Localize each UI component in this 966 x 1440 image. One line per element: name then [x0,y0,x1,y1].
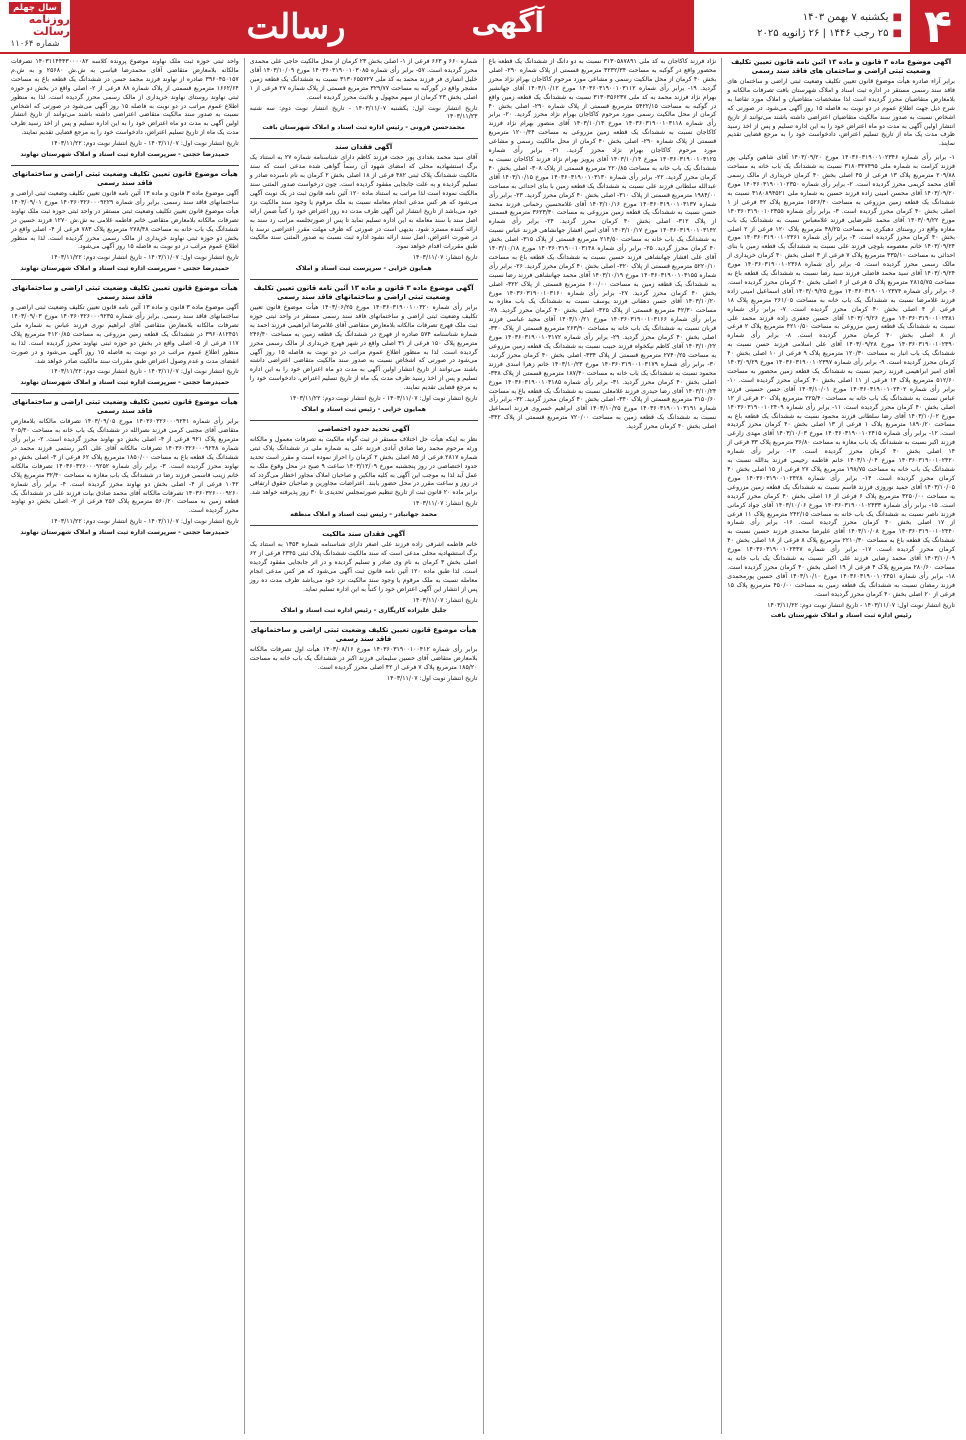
divider [11,279,239,280]
notice [11,58,239,160]
notice-signature: محمد جهانبادر - رئیس ثبت اسناد و املاک منطقه [290,511,438,519]
section-bar [71,0,694,52]
notice-signature: حمیدرضا حجتی - سرپرست اداره ثبت اسناد و املاک شهرستان نهاوند [20,151,230,159]
column-4 [6,58,244,1434]
notice-signature: همایون خزایی - رئیس ثبت اسناد و املاک [301,406,426,413]
notice-body: برابر آراء صادره هیأت موضوع قانون تعیین تکلیف وضعیت ثبتی اراضی و ساختمان های فاقد سند رسمی مستقر در اداره ثبت اسناد و املاک شهرستان بافت تصرفات مالکانه و بلامعارض متقاضیان محرز گردیده است لذا مشخصات متقاضیان و املاک مورد تقاضا به شرح ذیل جهت اطلاع عموم در دو نوبت به فاصله ۱۵ روز آگهی می‌شود. در صورتی که اشخاص نسبت به صدور سند مالکیت متقاضیان اعتراضی داشته باشند می‌توانند از تاریخ انتشار اولین آگهی به مدت دو ماه اعتراض خود را به این اداره تسلیم و پس از اخذ رسید ظرف مدت یک ماه از تاریخ تسلیم اعتراض، دادخواست خود را به مرجع قضایی تقدیم نمایند. [727,78,955,148]
notice-dates: تاریخ انتشار نوبت اول: ۱۴۰۳/۱۱/۰۷ - تاریخ انتشار نوبت دوم: ۱۴۰۳/۱۱/۲۲ [50,368,239,376]
notice-title: هیأت موضوع قانون تعیین تکلیف وضعیت ثبتی اراضی و ساختمانهای فاقد سند رسمی [12,169,238,187]
notice-signature: جلیل علیزاده کاریگاری - رئیس اداره ثبت اسناد و املاک [280,607,447,615]
notice-title: آگهی موضوع ماده ۳ قانون و ماده ۱۳ آئین نامه قانون تعیین تکلیف وضعیت ثبتی اراضی و ساختمانهای فاقد سند رسمی [253,284,474,302]
column-1 [721,58,960,1434]
date-box [694,0,910,52]
notice [250,284,478,415]
notice-dates: تاریخ انتشار نوبت اول: ۱۴۰۳/۱۱/۰۷ [386,675,478,683]
notice-signature: حمیدرضا حجتی - سرپرست اداره ثبت اسناد و املاک شهرستان نهاوند [20,265,230,273]
notice [250,626,478,684]
logo-mark [211,2,381,50]
column-3 [244,58,483,1434]
notice-title: آگهی تحدید حدود اختصاصی [317,424,410,433]
edition-box [0,0,71,52]
newspaper-logo [211,2,381,50]
notice-body: واحد ثبتی حوزه ثبت ملک نهاوند موضوع پرونده کلاسه ۱۴۰۳۱۱۴۴۴۳۰۰۰۰۸۲ تصرفات مالکانه بلامعارض متقاضی آقای محمدرضا قیاسی به ش.ش ۲۵۶۸۰ و به ش.م ۳۹۶۰۴۵۰۱۵۷ صادره از نهاوند فرزند محمد حسن در ششدانگ یک قطعه باغ به مساحت ۱۶۶۲/۶۴ مترمربع قسمتی از پلاک شماره ۸۸ فرعی از ۲- اصلی واقع در بخش دو حوزه ثبتی نهاوند روستای نهاوند خریداری از مالک رسمی محرز گردیده است. لذا به منظور اطلاع عموم مراتب در دو نوبت به فاصله ۱۵ روز آگهی می‌شود در صورتی که اشخاص نسبت به صدور سند مالکیت متقاضی اعتراضی داشته باشند می‌توانند از تاریخ انتشار اولین آگهی به مدت دو ماه اعتراض خود را به این اداره تسلیم و پس از اخذ رسید ظرف مدت یک ماه از تاریخ تسلیم اعتراض، دادخواست خود را به مرجع قضایی تقدیم نمایند. [11,58,239,137]
notice-dates: تاریخ انتشار: ۱۴۰۳/۱۱/۰۷ [412,596,478,604]
notice-body: نژاد فرزند کاکاجان به کد ملی ۳۱۳۰۵۸۷۸۹۱ نسبت به دو دانگ از ششدانگ یک قطعه باغ محصور واقع در گوکبه به مساحت ۳۲۳۲/۳۴ مترمربع قسمتی از پلاک شماره ۲۹۰- اصلی بخش ۴۰ کرمان از محل مالکیت رسمی و مشاعی مورد مرحوم کاکاجان بهرام نژاد محرز گردید. ۱۹- برابر رأی شماره ۱۴۰۳۶۰۳۱۹۰۰۱۰۳۱۱۲ مورخ ۱۴۰۳/۱۰/۱۲ آقای جهانشیر بهرام نژاد فرزند محمد به کد ملی ۳۱۳۰۳۵۶۲۳۷ نسبت به ششدانگ یک قطعه زمین واقع در گوکبه به مساحت ۵۴۲۲/۱۵ مترمربع قسمتی از پلاک شماره ۲۹۰- اصلی بخش ۴۰ کرمان از محل مالکیت رسمی مورد مرحوم کاکاجان بهرام نژاد محرز گردید. ۲۰- برابر رأی شماره ۱۴۰۳۶۰۳۱۹۰۰۱۰۳۱۱۸ مورخ ۱۴۰۳/۱۰/۱۳ آقای منصور بهرام نژاد فرزند کاکاجان نسبت به ششدانگ یک قطعه زمین مزروعی به مساحت ۱۲۰۰/۴۴ مترمربع قسمتی از پلاک شماره ۲۹۰- اصلی بخش ۴۰ کرمان از محل مالکیت رسمی و مشاعی مورد مرحوم کاکاجان بهرام نژاد محرز گردید. ۲۱- برابر رأی شماره ۱۴۰۳۶۰۳۱۹۰۰۱۰۳۱۲۵ مورخ ۱۴۰۳/۱۰/۱۴ آقای پرویز بهرام نژاد فرزند کاکاجان نسبت به ششدانگ یک باب خانه به مساحت ۲۲۰/۸۵ مترمربع قسمتی از پلاک ۳۰۸- اصلی بخش ۴۰ کرمان محرز گردید. ۲۲- برابر رأی شماره ۱۴۰۳۶۰۳۱۹۰۰۱۰۳۱۳۰ مورخ ۱۴۰۳/۱۰/۱۵ آقای عبدالله سلطانی فرزند علی نسبت به ششدانگ یک قطعه زمین با بنای احداثی به مساحت ۱۹۸۴/۰۰ مترمربع قسمتی از پلاک ۳۱۰- اصلی بخش ۴۰ کرمان محرز گردید. ۲۳- برابر رأی شماره ۱۴۰۳۶۰۳۱۹۰۰۱۰۳۱۳۷ مورخ ۱۴۰۳/۱۰/۱۶ آقای غلامحسین رحمانی فرزند محمد حسن نسبت به ششدانگ یک قطعه زمین مزروعی به مساحت ۳۶۲۳/۳۰ مترمربع قسمتی از پلاک ۳۱۲- اصلی بخش ۴۰ کرمان محرز گردید. ۲۴- برابر رأی شماره ۱۴۰۳۶۰۳۱۹۰۰۱۰۳۱۴۲ مورخ ۱۴۰۳/۱۰/۱۷ آقای امین افشار جهانشاهی فرزند عباس نسبت به ششدانگ یک باب خانه به مساحت ۲۱۴/۵۰ مترمربع قسمتی از پلاک ۳۱۵- اصلی بخش ۴۰ کرمان محرز گردید. ۲۵- برابر رأی شماره ۱۴۰۳۶۰۳۱۹۰۰۱۰۳۱۴۸ مورخ ۱۴۰۳/۱۰/۱۸ آقای علی افشار جهانشاهی فرزند حسین نسبت به ششدانگ یک قطعه باغ به مساحت ۵۲۲۰/۱۰ مترمربع قسمتی از پلاک ۳۲۰- اصلی بخش ۴۰ کرمان محرز گردید. ۲۶- برابر رأی شماره ۱۴۰۳۶۰۳۱۹۰۰۱۰۳۱۵۵ مورخ ۱۴۰۳/۱۰/۱۹ آقای محمد جهانشاهی فرزند رضا نسبت به ششدانگ یک قطعه زمین به مساحت ۶۰۰/۰۰ مترمربع قسمتی از پلاک ۳۲۲- اصلی بخش ۴۰ کرمان محرز گردید. ۲۷- برابر رأی شماره ۱۴۰۳۶۰۳۱۹۰۰۱۰۳۱۶۰ مورخ ۱۴۰۳/۱۰/۲۰ آقای حسن دهقانی فرزند یوسف نسبت به ششدانگ یک باب مغازه به مساحت ۴۲/۳۰ مترمربع قسمتی از پلاک ۳۲۵- اصلی بخش ۴۰ کرمان محرز گردید. ۲۸- برابر رأی شماره ۱۴۰۳۶۰۳۱۹۰۰۱۰۳۱۶۶ مورخ ۱۴۰۳/۱۰/۲۱ آقای مجید عباسی فرزند قربان نسبت به ششدانگ یک باب خانه به مساحت ۲۶۳/۹۰ مترمربع قسمتی از پلاک ۳۳۰- اصلی بخش ۴۰ کرمان محرز گردید. ۲۹- برابر رأی شماره ۱۴۰۳۶۰۳۱۹۰۰۱۰۳۱۷۲ مورخ ۱۴۰۳/۱۰/۲۲ آقای کاظم نیکخواه فرزند حبیب نسبت به ششدانگ یک قطعه زمین مزروعی به مساحت ۲۷۴۰/۲۵ مترمربع قسمتی از پلاک ۳۳۴- اصلی بخش ۴۰ کرمان محرز گردید. ۳۰- برابر رأی شماره ۱۴۰۳۶۰۳۱۹۰۰۱۰۳۱۷۹ مورخ ۱۴۰۳/۱۰/۲۳ خانم زهرا اسدی فرزند محمود نسبت به ششدانگ یک باب خانه به مساحت ۱۸۷/۴۰ مترمربع قسمتی از پلاک ۳۳۸- اصلی بخش ۴۰ کرمان محرز گردید. ۳۱- برابر رأی شماره ۱۴۰۳۶۰۳۱۹۰۰۱۰۳۱۸۵ مورخ ۱۴۰۳/۱۰/۲۴ آقای رضا حیدری فرزند غلامعلی نسبت به ششدانگ یک قطعه باغ به مساحت ۳۱۵۰/۶۰ مترمربع قسمتی از پلاک ۳۴۰- اصلی بخش ۴۰ کرمان محرز گردید. ۳۲- برابر رأی شماره ۱۴۰۳۶۰۳۱۹۰۰۱۰۳۱۹۱ مورخ ۱۴۰۳/۱۰/۲۵ آقای ابراهیم خسروی فرزند اسماعیل نسبت به ششدانگ یک قطعه زمین به مساحت ۷۲۰/۰۰ مترمربع قسمتی از پلاک ۳۴۲- اصلی بخش ۴۰ کرمان محرز گردید. [488,58,717,431]
notice-title: آگهی فقدان سند مالکیت [322,530,405,539]
notice [727,154,955,621]
page-number: ۴ [910,0,966,52]
notice-body: برابر رأی شماره ۱۴۰۳۶۰۳۱۹۰۰۱۰۰۴۱۲ مورخ ۱۴۰۳/۰۸/۱۶ هیأت اول تصرفات مالکانه بلامعارض متقاضی آقای حسین سلیمانی فرزند اکبر در ششدانگ یک باب خانه به مساحت ۱۸۵/۲۰ مترمربع پلاک ۷ فرعی از ۴۲ اصلی محرز گردیده است. [249,646,478,672]
notice-body: آقای سید محمد بغدادی پور حجت فرزند کاظم دارای شناسنامه شماره ۲۷ به استناد یک برگ استشهادیه محلی که امضای شهود آن رسماً گواهی شده مدعی است که سند مالکیت ششدانگ پلاک ثبتی ۴۸۲ فرعی از ۱۸ اصلی بخش ۲ کرمان به نام نامبرده صادر و تسلیم گردیده و به علت جابجایی مفقود گردیده است. چون درخواست صدور المثنی سند مالکیت نموده است لذا مراتب به استناد ماده ۱۲۰ آئین نامه قانون ثبت در یک نوبت آگهی می‌شود که هر کس مدعی انجام معامله نسبت به ملک مرقوم یا وجود سند مالکیت نزد خود می‌باشد از تاریخ انتشار این آگهی ظرف مدت ده روز اعتراض خود را کتباً ضمن ارائه اصل سند یا سند معامله به این اداره تسلیم نماید تا پس از صورتجلسه مراتب رد سند به ارائه کننده مسترد شود. بدیهی است در صورتی که ظرف مهلت مقرر اعتراضی نرسد یا در صورت اعتراض، اصل سند ارائه نشود اداره ثبت نسبت به صدور المثنی سند مالکیت طبق مقررات اقدام خواهد نمود. [249,154,478,251]
notice-columns [6,58,960,1434]
edition-issue: شماره ۱۱۰۶۴ [10,39,60,49]
page-header [0,0,966,54]
notice-title: هیأت موضوع قانون تعیین تکلیف وضعیت ثبتی اراضی و ساختمانهای فاقد سند رسمی [12,398,238,416]
notice [250,58,478,133]
notice-title: هیأت موضوع قانون تعیین تکلیف وضعیت ثبتی اراضی و ساختمانهای فاقد سند رسمی [250,626,477,644]
notice-body: برابر رأی شماره ۱۴۰۳۶۰۳۱۹۰۰۱۰۰۳۲۰ مورخ ۱۴۰۳/۰۶/۲۵ هیأت موضوع قانون تعیین تکلیف وضعیت ثبتی اراضی و ساختمانهای فاقد سند رسمی مستقر در واحد ثبتی حوزه ثبت ملک فهرج تصرفات مالکانه بلامعارض متقاضی آقای غلامرضا ابراهیمی فرزند احمد به شماره شناسنامه ۵۷۴ صادره از فهرج در ششدانگ یک قطعه زمین به مساحت ۲۴۶/۴۰ مترمربع پلاک ۱۵۰ فرعی از ۳۱ اصلی واقع در شهر فهرج خریداری از مالک رسمی محرز گردیده است. لذا به منظور اطلاع عموم مراتب در دو نوبت به فاصله ۱۵ روز آگهی می‌شود در صورتی که اشخاص نسبت به صدور سند مالکیت متقاضی اعتراضی داشته باشند می‌توانند از تاریخ انتشار اولین آگهی به مدت دو ماه اعتراض خود را به این اداره تسلیم و پس از اخذ رسید ظرف مدت یک ماه از تاریخ تسلیم اعتراض، دادخواست خود را به مرجع قضایی تقدیم نمایند. [249,304,478,392]
notice-body: نظر به اینکه هیأت حل اختلاف مستقر در ثبت گواه مالکیت به تصرفات معمول و مالکانه ورثه مرحوم محمد رضا صادق آبادی فرزند علی به شماره ملی در ششدانگ پلاک ثبتی شماره ۲۸۱۷ فرعی از ۸۵ اصلی بخش ۲ کرمان را احراز نموده است و مقرر است تحدید حدود اختصاصی در روز پنجشنبه مورخ ۱۴۰۳/۱۲/۰۹ ساعت ۹ صبح در محل وقوع ملک به عمل آید لذا به موجب این آگهی به کلیه مالکین و صاحبان املاک مجاور اخطار می‌گردد که در روز و ساعت مقرر در محل حضور یابند. اعتراضات مجاورین و صاحبان حقوق ارتفاقی برابر ماده ۲۰ قانون ثبت از تاریخ تنظیم صورتمجلس تحدیدی تا ۳۰ روز پذیرفته خواهد شد. [249,435,478,497]
date-line-1: ■یکشنبه ۷ بهمن ۱۴۰۳ [802,12,902,23]
notice-body: آگهی موضوع ماده ۳ قانون و ماده ۱۳ آئین نامه قانون تعیین تکلیف وضعیت ثبتی اراضی و ساختمانهای فاقد سند رسمی. برابر رأی شماره ۱۴۰۳۶۰۳۲۶۰۰۰۹۲۲۹ مورخ ۱۴۰۳/۰۹/۰۱ هیأت موضوع قانون تعیین تکلیف وضعیت ثبتی مستقر در واحد ثبتی حوزه ثبت ملک نهاوند تصرفات مالکانه بلامعارض متقاضی خانم فاطمه غلامی به ش.ش ۱۲۷۰ فرزند حسین در ششدانگ یک باب خانه به مساحت ۲۷۸/۴۸ مترمربع پلاک ۷۸۳ فرعی از ۴- اصلی واقع در بخش دو حوزه ثبتی نهاوند خریداری از مالک رسمی محرز گردیده است. لذا به منظور اطلاع عموم مراتب در دو نوبت به فاصله ۱۵ روز آگهی می‌شود. [11,189,239,251]
notice-dates: تاریخ انتشار نوبت اول: یکشنبه ۱۴۰۳/۱۱/۰۷ - تاریخ انتشار نوبت دوم: سه شنبه ۱۴۰۳/۱۱/۲۳ [249,104,478,121]
divider [11,165,239,166]
notice-title: آگهی موضوع ماده ۳ قانون و ماده ۱۳ آئین نامه قانون تعیین تکلیف وضعیت ثبتی اراضی و ساختمان های فاقد سند رسمی [731,58,952,75]
notice-dates: تاریخ انتشار نوبت اول: ۱۴۰۳/۱۱/۰۷ - تاریخ انتشار نوبت دوم: ۱۴۰۳/۱۱/۲۲ [50,518,239,526]
notice [250,425,478,520]
notice-body: شماره ۶۶۰ و ۶۶۳ فرعی از ۱- اصلی بخش ۲۳ کرمان از محل مالکیت حاجی علی محمدی محرز گردیده است. ۵۷- برابر رأی شماره ۱۴۰۳۶۰۳۱۹۰۰۱۰۳۰۸۵ مورخ ۱۴۰۳/۱۰/۰۹ آقای خلیل انصاری فر فرزند محمد به کد ملی ۳۱۳۰۶۵۵۷۲۷ نسبت به ششدانگ یک قطعه زمین مشجر واقع در گورکبه به مساحت ۳۲۹/۷۷ مترمربع قسمتی از پلاک شماره ۲۷ فرعی از ۱ اصلی بخش ۲۳ کرمان از سهم مجهول و بلاثبت محرز گردیده است. [249,58,478,101]
notice-title: آگهی فقدان سند [335,143,393,152]
notice [489,58,717,432]
section-title: آگهی [471,6,544,39]
notice-body: برابر رأی شماره ۱۴۰۳۶۰۳۲۶۰۰۰۹۲۴۱ مورخ ۱۴۰۳/۰۹/۰۵ تصرفات مالکانه بلامعارض متقاضی آقای مجتبی کرمی فرزند نصرالله در ششدانگ یک باب خانه به مساحت ۲۰۵/۳۰ مترمربع پلاک ۹۲۱ فرعی از ۴- اصلی بخش دو نهاوند محرز گردیده است. ۲- برابر رأی شماره ۱۴۰۳۶۰۳۲۶۰۰۰۹۲۴۸ تصرفات مالکانه آقای علی اکبر رستمی فرزند محمد در ششدانگ یک قطعه باغ به مساحت ۱۸۵۰/۰۰ مترمربع پلاک ۶۲ فرعی از ۳- اصلی بخش دو نهاوند محرز گردیده است. ۳- برابر رأی شماره ۱۴۰۳۶۰۳۲۶۰۰۰۹۲۵۲ تصرفات مالکانه خانم زینب قاسمی فرزند رضا در ششدانگ یک باب مغازه به مساحت ۳۲/۴۰ مترمربع پلاک ۱۰۴۲ فرعی از ۴- اصلی بخش دو نهاوند محرز گردیده است. ۴- برابر رأی شماره ۱۴۰۳۶۰۳۲۶۰۰۰۹۲۶۰ تصرفات مالکانه آقای محمد صادق بیات فرزند علی در ششدانگ یک قطعه زمین به مساحت ۵۶۰/۲۰ مترمربع پلاک ۲۵۶ فرعی از ۲- اصلی بخش دو نهاوند محرز گردیده است. [11,418,239,515]
notice-signature: حمیدرضا حجتی - سرپرست اداره ثبت اسناد و املاک شهرستان نهاوند [20,529,230,537]
notice [11,398,239,538]
divider [11,393,239,394]
notice [727,58,955,149]
date-line-2: ■۲۵ رجب ۱۴۴۶ | ۲۶ ژانویه ۲۰۲۵ [757,28,902,39]
divider [250,621,478,622]
notice [250,143,478,274]
notice [250,530,478,616]
notice-signature: حمیدرضا حجتی - سرپرست اداره ثبت اسناد و املاک شهرستان نهاوند [20,379,230,387]
notice [11,284,239,388]
notice-body: ۱- برابر رأی شماره ۱۴۰۳۶۰۳۱۹۰۰۱۰۲۳۴۶ مورخ ۱۴۰۳/۰۹/۲۰ آقای شاهین وکیلی پور فرزند کرامت به شماره ملی ۳۱۸۰۳۴۷۴۹۵ نسبت به ششدانگ یک باب خانه به مساحت ۲۰۹/۸۸ مترمربع پلاک ۱۳ فرعی از ۴۵ اصلی بخش ۴۰ کرمان خریداری از مالک رسمی آقای محمد کریمی محرز گردیده است. ۲- برابر رأی شماره ۱۴۰۳۶۰۳۱۹۰۰۱۰۲۳۵۰ مورخ ۱۴۰۳/۰۹/۲۰ آقای محسن امینی زاده فرزند حسین به شماره ملی ۳۱۸۰۸۹۴۵۲۱ نسبت به ششدانگ یک قطعه زمین مزروعی به مساحت ۱۵۲۶/۴۰ مترمربع پلاک ۴۲ فرعی از ۱ اصلی بخش ۴۰ کرمان محرز گردیده است. ۳- برابر رأی شماره ۱۴۰۳۶۰۳۱۹۰۰۱۰۲۳۵۵ مورخ ۱۴۰۳/۰۹/۲۲ آقای محمد علیرضایی فرزند غلامعباس نسبت به ششدانگ یک باب مغازه واقع در روستای دهبکری به مساحت ۴۸/۲۵ مترمربع پلاک ۱۲۰ فرعی از ۲ اصلی بخش ۴۰ کرمان محرز گردیده است. ۴- برابر رأی شماره ۱۴۰۳۶۰۳۱۹۰۰۱۰۲۳۶۱ مورخ ۱۴۰۳/۰۹/۲۴ خانم معصومه بلوچی فرزند علی نسبت به ششدانگ یک قطعه زمین با بنای احداثی به مساحت ۳۳۵/۱۰ مترمربع پلاک ۷ فرعی از ۳ اصلی بخش ۴۰ کرمان خریداری از مالک رسمی محرز گردیده است. ۵- برابر رأی شماره ۱۴۰۳۶۰۳۱۹۰۰۱۰۲۳۶۸ مورخ ۱۴۰۳/۰۹/۲۴ آقای سید محمد فاضلی فرزند سید رضا نسبت به ششدانگ یک قطعه باغ به مساحت ۲۸۱۵/۷۵ مترمربع پلاک ۵ فرعی از ۶ اصلی بخش ۴۰ کرمان محرز گردیده است. ۶- برابر رأی شماره ۱۴۰۳۶۰۳۱۹۰۰۱۰۲۳۷۴ مورخ ۱۴۰۳/۰۹/۲۵ آقای اسماعیل امینی زاده فرزند غلامرضا نسبت به ششدانگ یک باب خانه به مساحت ۲۶۱/۰۵ مترمربع پلاک ۱۸ فرعی از ۴ اصلی بخش ۴۰ کرمان محرز گردیده است. ۷- برابر رأی شماره ۱۴۰۳۶۰۳۱۹۰۰۱۰۲۳۸۱ مورخ ۱۴۰۳/۰۹/۲۶ آقای حسین جعفری زاده فرزند محمد علی نسبت به ششدانگ یک قطعه زمین مزروعی به مساحت ۴۲۱۰/۵۰ مترمربع پلاک ۲ فرعی از ۸ اصلی بخش ۴۰ کرمان محرز گردیده است. ۸- برابر رأی شماره ۱۴۰۳۶۰۳۱۹۰۰۱۰۲۳۹۰ مورخ ۱۴۰۳/۰۹/۲۸ آقای علی اسلامی فرزند حسن نسبت به ششدانگ یک باب انبار به مساحت ۱۲۰/۳۰ مترمربع پلاک ۹ فرعی از ۱۰ اصلی بخش ۴۰ کرمان محرز گردیده است. ۹- برابر رأی شماره ۱۴۰۳۶۰۳۱۹۰۰۱۰۲۳۹۷ مورخ ۱۴۰۳/۰۹/۲۹ آقای امیر ابراهیمی فرزند رحیم نسبت به ششدانگ یک قطعه زمین محصور به مساحت ۵۱۲/۶۰ مترمربع پلاک ۱۴ فرعی از ۱۱ اصلی بخش ۴۰ کرمان محرز گردیده است. ۱۰- برابر رأی شماره ۱۴۰۳۶۰۳۱۹۰۰۱۰۲۴۰۲ مورخ ۱۴۰۳/۱۰/۰۱ آقای حسن حسینی فرزند عباس نسبت به ششدانگ یک باب خانه به مساحت ۲۲۵/۴۰ مترمربع پلاک ۲۰ فرعی از ۱۲ اصلی بخش ۴۰ کرمان محرز گردیده است. ۱۱- برابر رأی شماره ۱۴۰۳۶۰۳۱۹۰۰۱۰۲۴۰۹ مورخ ۱۴۰۳/۱۰/۰۲ آقای رضا سلطانی فرزند محمود نسبت به ششدانگ یک قطعه باغ به مساحت ۱۸۹۰/۲۰ مترمربع پلاک ۱ فرعی از ۱۳ اصلی بخش ۴۰ کرمان محرز گردیده است. ۱۲- برابر رأی شماره ۱۴۰۳۶۰۳۱۹۰۰۱۰۲۴۱۵ مورخ ۱۴۰۳/۱۰/۰۳ آقای مهدی زارعی فرزند اکبر نسبت به ششدانگ یک باب مغازه به مساحت ۳۶/۸۰ مترمربع پلاک ۳۳ فرعی از ۱۴ اصلی بخش ۴۰ کرمان محرز گردیده است. ۱۳- برابر رأی شماره ۱۴۰۳۶۰۳۱۹۰۰۱۰۲۴۲۰ مورخ ۱۴۰۳/۱۰/۰۴ خانم فاطمه رحیمی فرزند یدالله نسبت به ششدانگ یک باب خانه به مساحت ۱۹۸/۷۵ مترمربع پلاک ۲۷ فرعی از ۱۵ اصلی بخش ۴۰ کرمان محرز گردیده است. ۱۴- برابر رأی شماره ۱۴۰۳۶۰۳۱۹۰۰۱۰۲۴۲۸ مورخ ۱۴۰۳/۱۰/۰۵ آقای حمید نوروزی فرزند قاسم نسبت به ششدانگ یک قطعه زمین مزروعی به مساحت ۳۲۵۰/۰۰ مترمربع پلاک ۶ فرعی از ۱۶ اصلی بخش ۴۰ کرمان محرز گردیده است. ۱۵- برابر رأی شماره ۱۴۰۳۶۰۳۱۹۰۰۱۰۲۴۳۳ مورخ ۱۴۰۳/۱۰/۰۶ آقای جواد کرمانی فرزند ناصر نسبت به ششدانگ یک باب خانه به مساحت ۲۴۲/۱۵ مترمربع پلاک ۱۱ فرعی از ۱۷ اصلی بخش ۴۰ کرمان محرز گردیده است. ۱۶- برابر رأی شماره ۱۴۰۳۶۰۳۱۹۰۰۱۰۲۴۴۰ مورخ ۱۴۰۳/۱۰/۰۸ آقای علیرضا محمدی فرزند حسین نسبت به ششدانگ یک قطعه باغ به مساحت ۲۲۱۰/۳۰ مترمربع پلاک ۸ فرعی از ۱۸ اصلی بخش ۴۰ کرمان محرز گردیده است. ۱۷- برابر رأی شماره ۱۴۰۳۶۰۳۱۹۰۰۱۰۲۴۴۷ مورخ ۱۴۰۳/۱۰/۰۹ آقای محمد رضایی فرزند علی اکبر نسبت به ششدانگ یک باب خانه به مساحت ۲۸۰/۶۰ مترمربع پلاک ۴ فرعی از ۱۹ اصلی بخش ۴۰ کرمان محرز گردیده است. ۱۸- برابر رأی شماره ۱۴۰۳۶۰۳۱۹۰۰۱۰۲۴۵۱ مورخ ۱۴۰۳/۱۰/۱۰ آقای حسین پورمحمدی فرزند رمضان نسبت به ششدانگ یک قطعه زمین به مساحت ۴۵۰/۰۰ مترمربع پلاک ۱۵ فرعی از ۲۰ اصلی بخش ۴۰ کرمان محرز گردیده است. [727,154,956,598]
notice-signature: رئیس اداره ثبت اسناد و املاک شهرستان بافت [770,612,912,620]
notice-body: خانم فاطمه اشرفی زاده فرزند علی اصغر دارای شناسنامه شماره ۱۳۵۴ به استناد یک برگ استشهادیه محلی مدعی است که سند مالکیت ششدانگ پلاک ثبتی ۲۳۴۵ فرعی از ۶۲ اصلی بخش ۳ کرمان به نام وی صادر و تسلیم گردیده و در اثر جابجایی مفقود گردیده است. لذا طبق ماده ۱۲۰ آئین نامه قانون ثبت آگهی می‌شود که هر کس مدعی انجام معامله نسبت به ملک مرقوم یا وجود سند مالکیت نزد خود می‌باشد ظرف مدت ده روز پس از انتشار این آگهی اعتراض خود را کتباً به این اداره تسلیم نماید. [249,541,478,593]
notice-dates: تاریخ انتشار نوبت اول: ۱۴۰۳/۱۱/۰۷ - تاریخ انتشار نوبت دوم: ۱۴۰۳/۱۱/۲۲ [767,601,955,609]
notice-dates: تاریخ انتشار نوبت اول: ۱۴۰۳/۱۱/۰۷ - تاریخ انتشار نوبت دوم: ۱۴۰۳/۱۱/۲۲ [289,395,478,403]
column-2 [483,58,722,1434]
divider [250,420,478,421]
mini-logo: روزنامه رسالت [28,13,70,38]
edition-year: سال چهلم [9,2,61,14]
divider [250,525,478,526]
notice-body: آگهی موضوع ماده ۳ قانون و ماده ۱۳ آئین نامه قانون تعیین تکلیف وضعیت ثبتی اراضی و ساختمانهای فاقد سند رسمی. برابر رأی شماره ۱۴۰۳۶۰۳۲۶۰۰۰۹۲۳۵ مورخ ۱۴۰۳/۰۹/۰۳ تصرفات مالکانه بلامعارض متقاضی آقای ابراهیم نوری فرزند عباس به شماره ملی ۳۹۶۰۸۱۲۴۵۱ در ششدانگ یک قطعه زمین مزروعی به مساحت ۴۱۲۰/۸۵ مترمربع پلاک ۱۱۷ فرعی از ۵- اصلی واقع در بخش دو حوزه ثبتی نهاوند محرز گردیده است. لذا به منظور اطلاع عموم مراتب در دو نوبت به فاصله ۱۵ روز آگهی می‌شود و در صورت انقضای مدت و عدم وصول اعتراض طبق مقررات سند مالکیت صادر خواهد شد. [11,304,239,365]
notice-dates: تاریخ انتشار: ۱۴۰۳/۱۱/۰۷ [412,254,478,262]
logo-text: رسالت [246,7,346,47]
notice [11,170,239,274]
notice-title: هیأت موضوع قانون تعیین تکلیف وضعیت ثبتی اراضی و ساختمانهای فاقد سند رسمی [12,284,238,302]
notice-signature: همایون خزایی - سرپرست ثبت اسناد و املاک [295,265,432,273]
notice-dates: تاریخ انتشار نوبت اول: ۱۴۰۳/۱۱/۰۷ - تاریخ انتشار نوبت دوم: ۱۴۰۳/۱۱/۲۲ [50,254,239,262]
notice-dates: تاریخ انتشار نوبت اول: ۱۴۰۳/۱۱/۰۷ - تاریخ انتشار نوبت دوم: ۱۴۰۳/۱۱/۲۲ [50,140,239,148]
divider [250,138,478,139]
notice-dates: تاریخ انتشار: ۱۴۰۳/۱۱/۰۷ [412,500,478,508]
notice-signature: محمدحسن قرونی - رئیس اداره ثبت اسناد و املاک شهرستان بافت [262,124,465,132]
divider [250,279,478,280]
